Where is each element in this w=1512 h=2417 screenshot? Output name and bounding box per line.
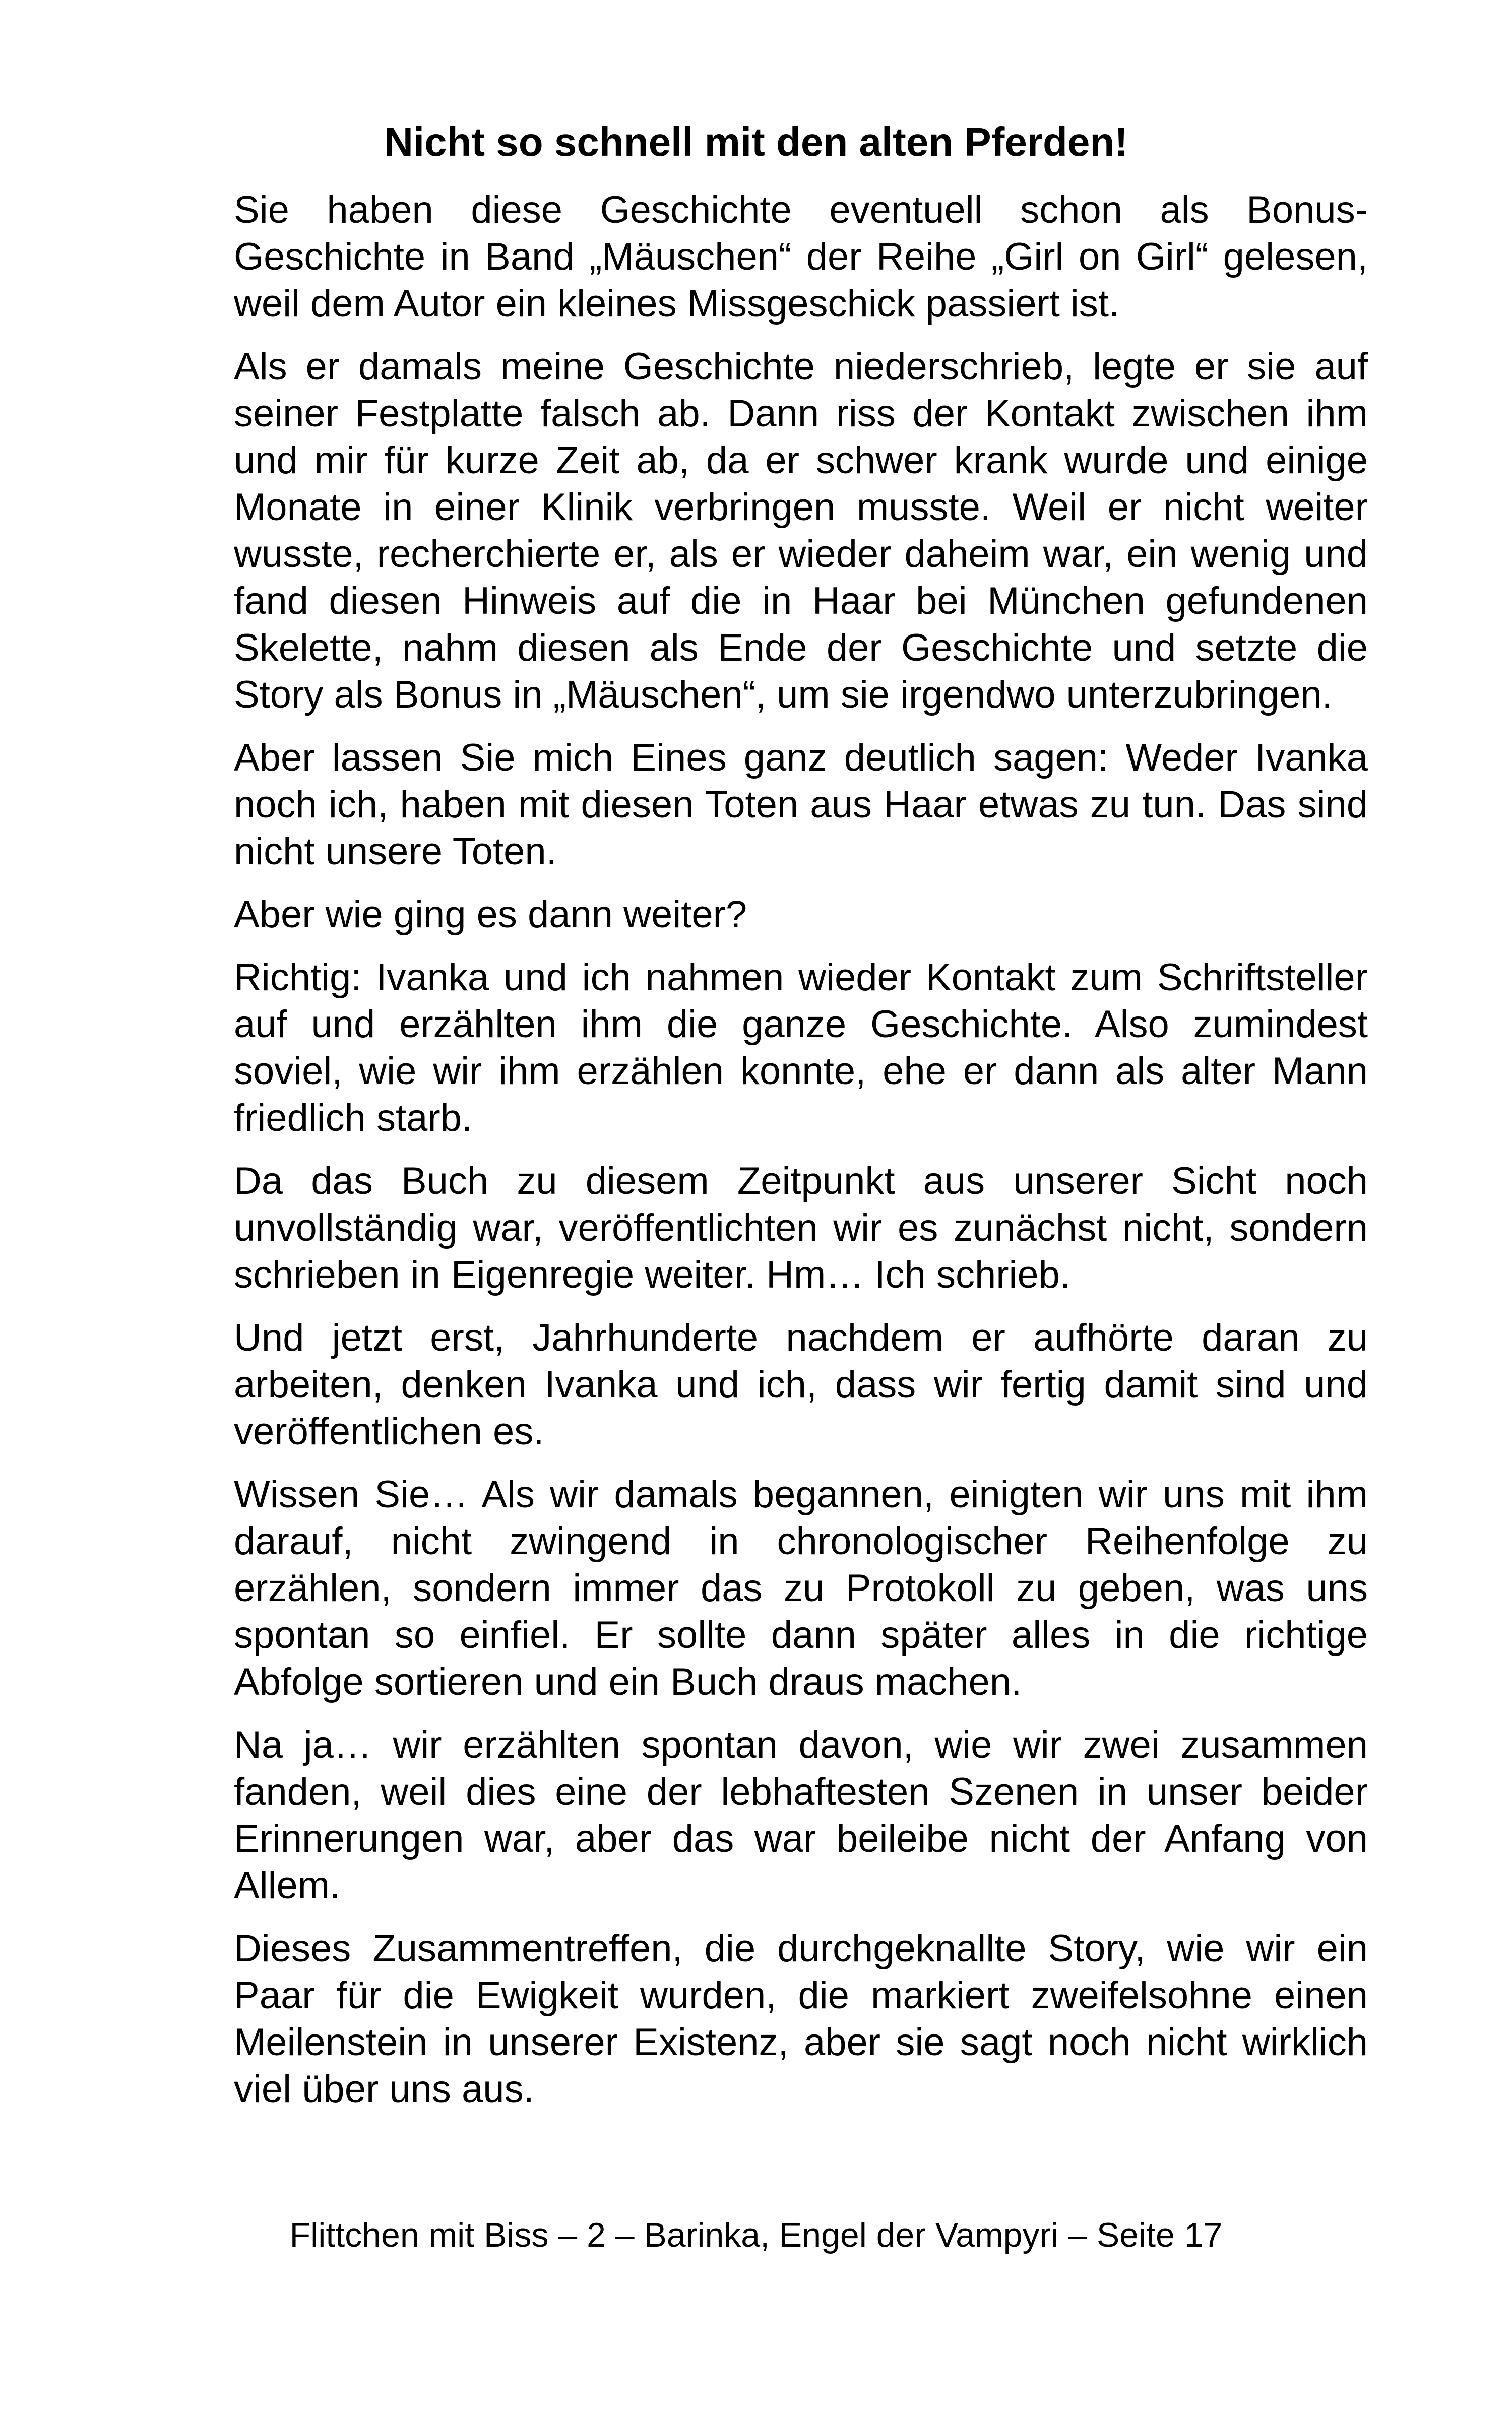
- paragraph: Na ja… wir erzählten spontan davon, wie wir zwei zusammen fanden, weil dies eine der lebhaftesten Szenen in unser beider Erinnerungen war, aber das war beileibe nicht der Anfang von Allem.: [234, 1724, 1368, 1907]
- paragraph: Aber wie ging es dann weiter?: [234, 893, 747, 936]
- body-text: [234, 186, 1368, 2129]
- paragraph: Wissen Sie… Als wir damals begannen, einigten wir uns mit ihm darauf, nicht zwingend in chronologischer Reihenfolge zu erzählen, sondern immer das zu Protokoll zu geben, was uns spontan so einfiel. Er sollte dann später alles in die richtige Abfolge sortieren und ein Buch draus machen.: [234, 1473, 1368, 1703]
- paragraph: Aber lassen Sie mich Eines ganz deutlich sagen: Weder Ivanka noch ich, haben mit diesen Toten aus Haar etwas zu tun. Das sind nicht unsere Toten.: [234, 736, 1368, 873]
- paragraph: Da das Buch zu diesem Zeitpunkt aus unserer Sicht noch unvollständig war, veröffentlichten wir es zunächst nicht, sondern schrieben in Eigenregie weiter. Hm… Ich schrieb.: [234, 1160, 1368, 1296]
- paragraph: Richtig: Ivanka und ich nahmen wieder Kontakt zum Schriftsteller auf und erzählten ihm die ganze Geschichte. Also zumindest soviel, wie wir ihm erzählen konnte, ehe er dann als alter Mann friedlich starb.: [234, 956, 1368, 1139]
- paragraph: Dieses Zusammentreffen, die durchgeknallte Story, wie wir ein Paar für die Ewigkeit wurden, die markiert zweifelsohne einen Meilenstein in unserer Existenz, aber sie sagt noch nicht wirklich viel über uns aus.: [234, 1927, 1368, 2111]
- paragraph: Als er damals meine Geschichte niederschrieb, legte er sie auf seiner Festplatte falsch ab. Dann riss der Kontakt zwischen ihm und mir für kurze Zeit ab, da er schwer krank wurde und einige Monate in einer Klinik verbringen musste. Weil er nicht weiter wusste, recherchierte er, als er wieder daheim war, ein wenig und fand diesen Hinweis auf die in Haar bei München gefundenen Skelette, nahm diesen als Ende der Geschichte und setzte die Story als Bonus in „Mäuschen“, um sie irgendwo unterzubringen.: [234, 345, 1368, 716]
- paragraph: Und jetzt erst, Jahrhunderte nachdem er aufhörte daran zu arbeiten, denken Ivanka und ich, dass wir fertig damit sind und veröffentlichen es.: [234, 1316, 1368, 1453]
- chapter-title: Nicht so schnell mit den alten Pferden!: [384, 119, 1128, 164]
- page-footer: Flittchen mit Biss – 2 – Barinka, Engel der Vampyri – Seite 17: [289, 2216, 1223, 2254]
- paragraph: Sie haben diese Geschichte eventuell schon als Bonus-Geschichte in Band „Mäuschen“ der Reihe „Girl on Girl“ gelesen, weil dem Autor ein kleines Missgeschick passiert ist.: [234, 188, 1368, 325]
